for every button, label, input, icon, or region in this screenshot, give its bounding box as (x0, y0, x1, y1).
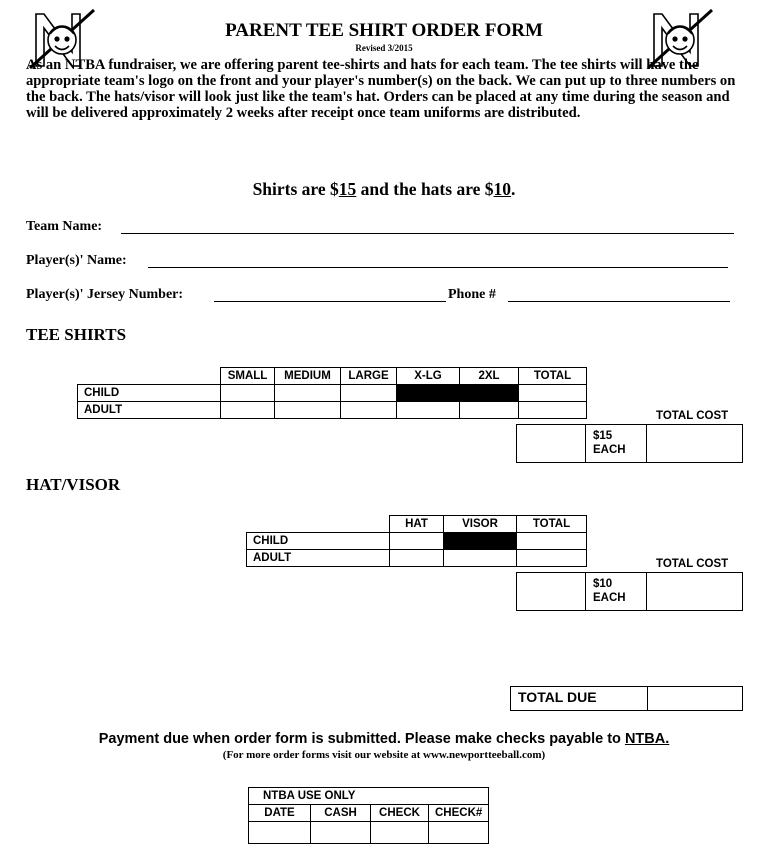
qty-cell[interactable] (460, 402, 519, 419)
column-header: CHECK# (429, 805, 489, 822)
date-cell[interactable] (249, 822, 311, 844)
table-row (78, 385, 587, 402)
tee-each-price (593, 429, 626, 457)
qty-cell[interactable] (397, 402, 460, 419)
price-text-3: . (511, 179, 516, 199)
table-row (247, 533, 587, 550)
column-header: 2XL (460, 368, 519, 385)
row-label: ADULT (78, 402, 221, 419)
column-header: CHECK (371, 805, 429, 822)
qty-cell[interactable] (275, 385, 341, 402)
payee: NTBA. (624, 731, 670, 747)
row-label: CHILD (247, 533, 390, 550)
row-label: ADULT (247, 550, 390, 567)
hat-visor-table (246, 515, 587, 567)
tee-total-qty-box[interactable] (516, 424, 586, 463)
payment-text: Payment due when order form is submitted. Please make checks payable to (98, 731, 625, 747)
jersey-number-label: Player(s)' Jersey Number: (26, 287, 184, 302)
intro-paragraph: As an NTBA fundraiser, we are offering parent tee-shirts and hats for each team. The tee shirts will have the appropriate team's logo on the front and your player's number(s) on the back. We can put up to three numbers on the back. The hats/visor will look just like the team's hat. Orders can be placed at any time during the season and will be delivered approximately 2 weeks after receipt once team uniforms are distributed. (26, 57, 736, 121)
qty-cell[interactable] (341, 385, 397, 402)
column-header: HAT (390, 516, 444, 533)
hat-visor-heading: HAT/VISOR (26, 475, 121, 494)
hat-total-cost-label: TOTAL COST (656, 558, 729, 570)
total-cell[interactable] (519, 385, 587, 402)
tee-shirts-heading: TEE SHIRTS (26, 325, 127, 344)
blocked-cell (460, 385, 519, 402)
form-title: PARENT TEE SHIRT ORDER FORM (225, 20, 543, 41)
total-cell[interactable] (517, 533, 587, 550)
revised-date: Revised 3/2015 (355, 43, 413, 53)
hat-each-price (593, 577, 626, 605)
hat-price-value: $10 (593, 578, 613, 590)
qty-cell[interactable] (390, 533, 444, 550)
phone-field[interactable] (508, 301, 730, 302)
column-header: VISOR (444, 516, 517, 533)
office-use-table (248, 787, 489, 844)
total-cell[interactable] (519, 402, 587, 419)
hat-each-label: EACH (593, 592, 626, 604)
table-row (249, 805, 489, 822)
table-row (249, 822, 489, 844)
hat-total-cost-box[interactable] (646, 572, 743, 611)
tee-total-cost-box[interactable] (646, 424, 743, 463)
tee-each-label: EACH (593, 444, 626, 456)
hat-total-qty-box[interactable] (516, 572, 586, 611)
payment-note (0, 731, 768, 747)
phone-label: Phone # (448, 287, 496, 302)
total-cell[interactable] (517, 550, 587, 567)
price-text-2: and the hats are $ (356, 179, 494, 199)
row-label: CHILD (78, 385, 221, 402)
table-row (247, 550, 587, 567)
check-cell[interactable] (371, 822, 429, 844)
shirt-price: 15 (338, 179, 357, 199)
table-row (247, 516, 587, 533)
table-row (249, 788, 489, 805)
price-text-1: Shirts are $ (252, 179, 339, 199)
qty-cell[interactable] (275, 402, 341, 419)
qty-cell[interactable] (390, 550, 444, 567)
cash-cell[interactable] (311, 822, 371, 844)
total-due-label: TOTAL DUE (518, 689, 597, 705)
price-statement (0, 179, 768, 200)
tee-total-cost-label: TOTAL COST (656, 410, 729, 422)
column-header: X-LG (397, 368, 460, 385)
total-due-box[interactable] (647, 686, 743, 711)
player-name-label: Player(s)' Name: (26, 253, 127, 268)
column-header: LARGE (341, 368, 397, 385)
player-name-field[interactable] (148, 267, 728, 268)
column-header: CASH (311, 805, 371, 822)
blocked-cell (397, 385, 460, 402)
tee-price-value: $15 (593, 430, 613, 442)
hat-price: 10 (493, 179, 512, 199)
column-header: TOTAL (519, 368, 587, 385)
column-header: SMALL (221, 368, 275, 385)
website-note: (For more order forms visit our website at www.newportteeball.com) (222, 749, 546, 761)
jersey-number-field[interactable] (214, 301, 446, 302)
blocked-cell (444, 533, 517, 550)
column-header: DATE (249, 805, 311, 822)
office-use-title: NTBA USE ONLY (249, 788, 489, 805)
team-name-label: Team Name: (26, 219, 103, 234)
qty-cell[interactable] (221, 402, 275, 419)
qty-cell[interactable] (221, 385, 275, 402)
qty-cell[interactable] (341, 402, 397, 419)
qty-cell[interactable] (444, 550, 517, 567)
table-row (78, 402, 587, 419)
check-number-cell[interactable] (429, 822, 489, 844)
tee-shirt-table (77, 367, 587, 419)
table-row (78, 368, 587, 385)
team-name-field[interactable] (121, 233, 734, 234)
column-header: MEDIUM (275, 368, 341, 385)
column-header: TOTAL (517, 516, 587, 533)
